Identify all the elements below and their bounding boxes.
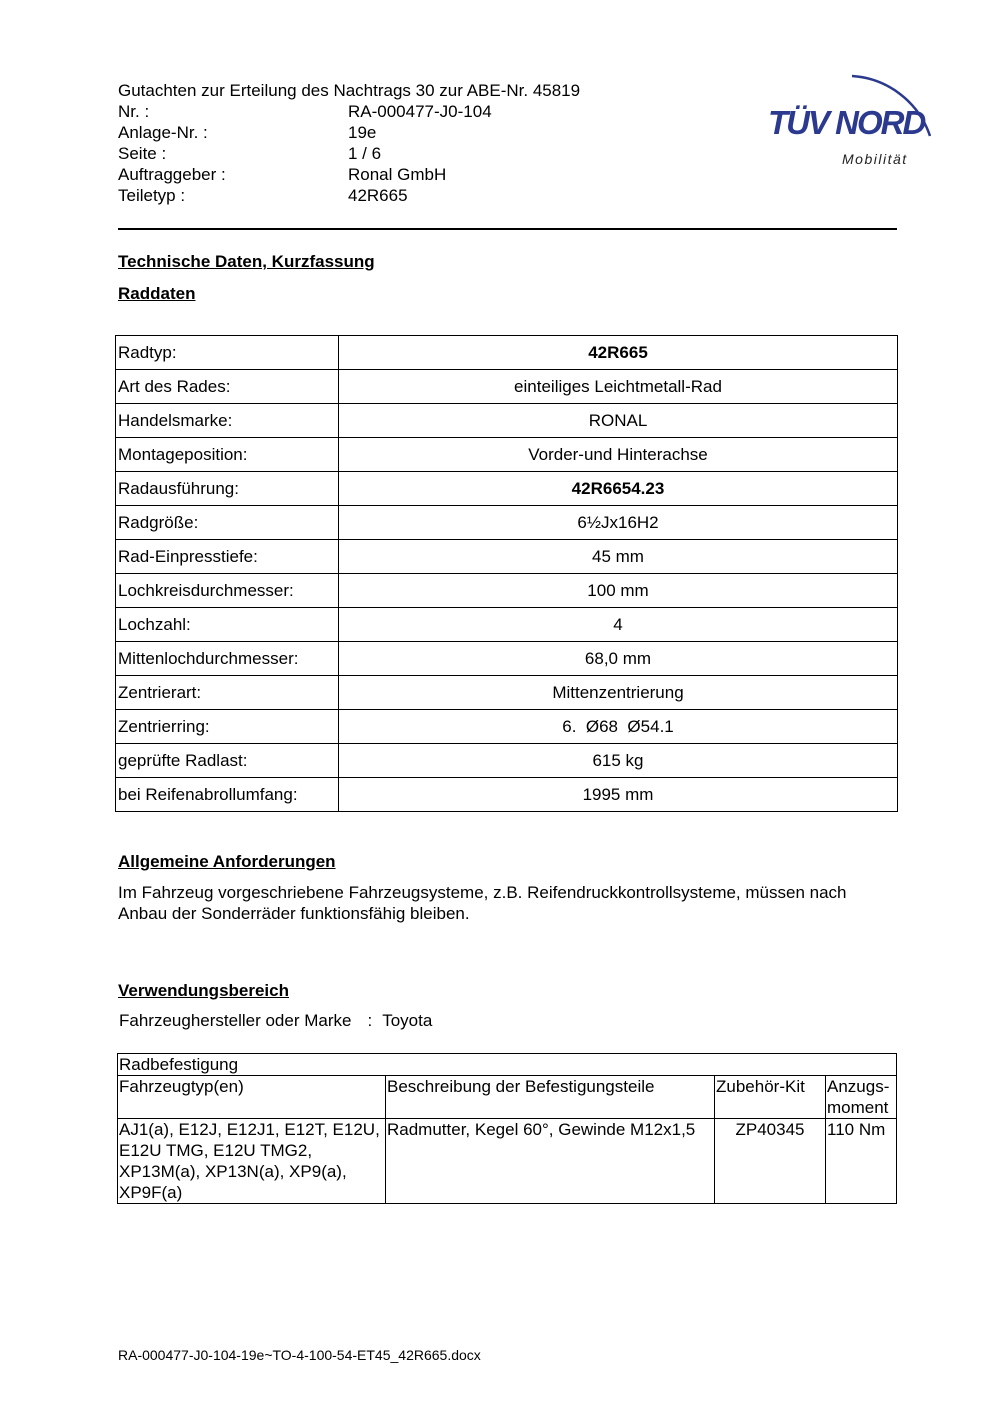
table-row: Radtyp: 42R665 (116, 336, 898, 370)
table-title-row (118, 1054, 897, 1076)
maker-value: Toyota (382, 1011, 433, 1030)
heading-wheel-data: Raddaten (118, 284, 196, 303)
maker-label: Fahrzeughersteller oder Marke (119, 1011, 352, 1030)
logo-subtitle: Mobilität (842, 151, 908, 167)
column-header: Anzugs- moment (826, 1076, 897, 1119)
torque-cell: 110 Nm (826, 1119, 897, 1204)
requirements-text: Im Fahrzeug vorgeschriebene Fahrzeugsysteme, z.B. Reifendruckkontrollsysteme, müssen nach Anbau der Sonderräder funktionsfähig bleiben. (118, 883, 847, 923)
header-divider (118, 228, 897, 230)
table-row: geprüfte Radlast: 615 kg (116, 744, 898, 778)
table-row: Lochzahl: 4 (116, 608, 898, 642)
header-row-auftraggeber: Auftraggeber : Ronal GmbH (118, 165, 447, 184)
footer-filename: RA-000477-J0-104-19e~TO-4-100-54-ET45_42R665.docx (118, 1347, 481, 1363)
header-row-teiletyp: Teiletyp : 42R665 (118, 186, 408, 205)
table-row: Zentrierart: Mittenzentrierung (116, 676, 898, 710)
tuv-nord-logo (760, 58, 945, 173)
mounting-table-title: Radbefestigung (118, 1054, 897, 1076)
header-row-seite: Seite : 1 / 6 (118, 144, 382, 163)
heading-general-requirements: Allgemeine Anforderungen (118, 852, 336, 871)
table-row: Mittenlochdurchmesser: 68,0 mm (116, 642, 898, 676)
table-row: Lochkreisdurchmesser: 100 mm (116, 574, 898, 608)
heading-scope-of-use: Verwendungsbereich (118, 981, 289, 1000)
heading-technical-data: Technische Daten, Kurzfassung (118, 252, 375, 271)
table-row: Handelsmarke: RONAL (116, 404, 898, 438)
table-row (118, 1119, 897, 1204)
report-title: Gutachten zur Erteilung des Nachtrags 30 zur ABE-Nr. 45819 (118, 81, 581, 100)
table-row: Radausführung: 42R6654.23 (116, 472, 898, 506)
table-row: Zentrierring: 6. Ø68 Ø54.1 (116, 710, 898, 744)
table-row: Montageposition: Vorder-und Hinterachse (116, 438, 898, 472)
wheel-data-table (115, 335, 898, 812)
wheel-mounting-table (117, 1053, 897, 1204)
table-row: Art des Rades: einteiliges Leichtmetall-Rad (116, 370, 898, 404)
column-header: Beschreibung der Befestigungsteile (386, 1076, 715, 1119)
table-row: Radgröße: 6½Jx16H2 (116, 506, 898, 540)
table-header-row (118, 1076, 897, 1119)
header-row-nr: Nr. : RA-000477-J0-104 (118, 102, 492, 121)
table-row: bei Reifenabrollumfang: 1995 mm (116, 778, 898, 812)
logo-brand: TÜV NORD (768, 104, 925, 141)
maker-separator: : (367, 1011, 373, 1030)
fastening-description-cell: Radmutter, Kegel 60°, Gewinde M12x1,5 (386, 1119, 715, 1204)
accessory-kit-cell: ZP40345 (715, 1119, 826, 1204)
vehicle-maker-line (119, 1011, 432, 1031)
header-row-anlage: Anlage-Nr. : 19e (118, 123, 377, 142)
column-header: Fahrzeugtyp(en) (118, 1076, 386, 1119)
document-header (118, 80, 678, 206)
vehicle-types-cell: AJ1(a), E12J, E12J1, E12T, E12U, E12U TMG, E12U TMG2, XP13M(a), XP13N(a), XP9(a), XP9F(a) (118, 1119, 386, 1204)
table-row: Rad-Einpresstiefe: 45 mm (116, 540, 898, 574)
column-header: Zubehör-Kit (715, 1076, 826, 1119)
